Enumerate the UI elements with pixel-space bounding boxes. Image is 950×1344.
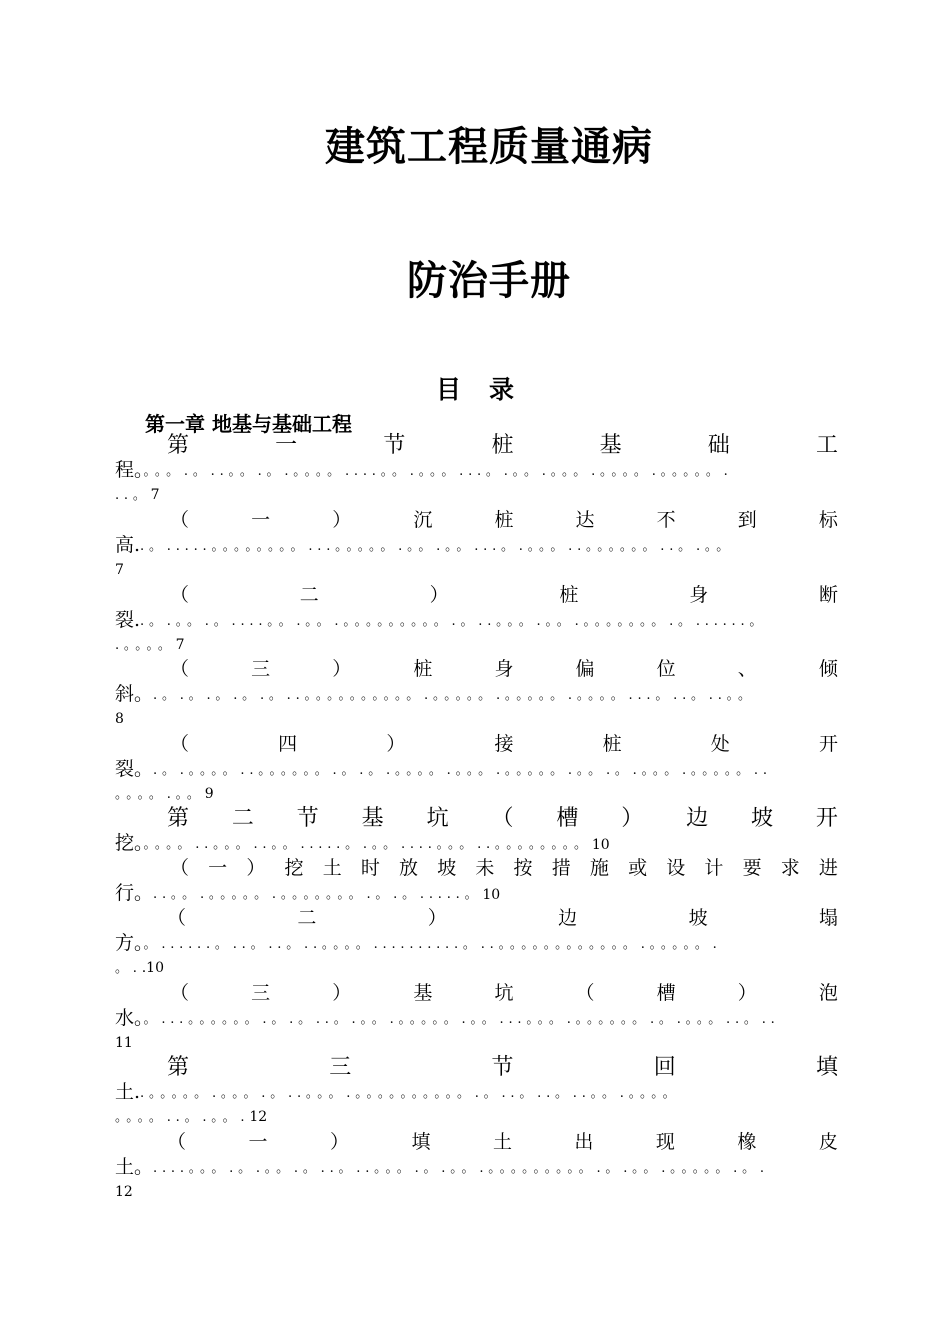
- toc-entry-dot-leader: .。。。。。.。。。.。..。。。.。。。。。。。。。。.。..。..。..。。.。。。。: [140, 1086, 681, 1101]
- toc-entry-dot-leader: 。...。。。。。。.。.。..。.。。.。。。。。.。。...。。。.。。。。。。.。.。。。..。..: [143, 1012, 780, 1027]
- toc-entry-char: 施: [589, 857, 609, 879]
- toc-entry-char: 第: [167, 806, 190, 831]
- toc-entry-tail: 土。: [115, 1156, 154, 1178]
- toc-entry-char: 塌: [818, 907, 838, 929]
- toc-entry-label: [115, 806, 838, 831]
- toc-entry-char: 沉: [413, 509, 433, 531]
- toc-entry-char: 三: [329, 1055, 352, 1080]
- toc-entry-label: [115, 1055, 838, 1080]
- toc-entry-page-line: [115, 482, 838, 506]
- toc-entry-char: 土: [492, 1131, 512, 1153]
- toc-entry-tail: 方。: [115, 932, 144, 954]
- toc-entry-leader: [115, 931, 838, 955]
- toc-entry-char: 皮: [818, 1131, 838, 1153]
- toc-entry-dot-leader: .。.。.。.。.。..。。。。。。。。。。.。。。。。.。。。。。.。。。。...。..。..。。: [153, 688, 756, 703]
- toc-entry-char: 槽: [556, 806, 579, 831]
- toc-entry-leader: [115, 1006, 838, 1030]
- toc-entry-char: 设: [666, 857, 686, 879]
- toc-entry-char: 一: [248, 1131, 268, 1153]
- toc-entry-char: ）: [429, 584, 449, 606]
- toc-entry-char: 或: [628, 857, 648, 879]
- toc-entry-char: 一: [251, 509, 271, 531]
- toc-entry-page-number: 10: [482, 887, 501, 903]
- toc-entry-char: 开: [815, 806, 838, 831]
- toc-entry-page-number: 10: [591, 837, 610, 853]
- toc-entry-char: （: [170, 509, 190, 531]
- toc-entry-char: ）: [621, 806, 644, 831]
- toc-entry-char: 不: [656, 509, 676, 531]
- toc-entry-char: 二: [231, 806, 254, 831]
- toc-entry-page-number: 12: [115, 1184, 133, 1200]
- toc-entry-label: [115, 856, 838, 881]
- toc-entry-label: [115, 433, 838, 458]
- toc-entry-char: ）: [332, 509, 352, 531]
- toc-entry-char: 偏: [575, 658, 595, 680]
- toc-entry-char: 达: [575, 509, 595, 531]
- toc-entry-section-3[interactable]: [115, 1055, 838, 1128]
- toc-entry-char: 础: [707, 433, 730, 458]
- toc-entry-dot-leader-cont: ..。: [115, 488, 151, 503]
- toc-entry-char: 求: [780, 857, 800, 879]
- toc-entry-dot-leader-cont: .。。。。: [115, 638, 176, 653]
- toc-entry-item[interactable]: [115, 906, 838, 979]
- toc-entry-dot-leader: ....。。。.。.。。.。..。..。。。.。.。。.。。。。。。。。。.。.。。.。。。。。.。.: [153, 1161, 769, 1176]
- toc-entry-char: ）: [427, 907, 447, 929]
- toc-entry-dot-leader-cont: 。。。。..。.。。.: [115, 1110, 250, 1125]
- toc-entry-label: [115, 583, 838, 608]
- toc-entry-page-line: [115, 955, 838, 979]
- toc-entry-label: [115, 906, 838, 931]
- toc-entry-char: 节: [296, 806, 319, 831]
- toc-entry-tail: 高.: [115, 534, 141, 556]
- chapter-heading: 第一章 地基与基础工程: [145, 412, 352, 436]
- toc-entry-char: 填: [815, 1055, 838, 1080]
- toc-entry-dot-leader: .。.。。.。....。。.。。.。。。。。。。。。.。..。。。.。。.。。。。。。。.。......。: [140, 614, 768, 629]
- toc-entry-char: 桩: [559, 584, 579, 606]
- toc-entry-tail: 裂.: [115, 609, 141, 631]
- toc-entry-char: 工: [815, 433, 838, 458]
- toc-entry-char: （: [167, 1131, 187, 1153]
- toc-entry-char: 放: [399, 857, 419, 879]
- toc-entry-page-number: .10: [141, 960, 164, 976]
- toc-entry-char: （: [170, 733, 190, 755]
- toc-entry-page-line: [115, 1104, 838, 1128]
- toc-entry-page-line: [115, 781, 838, 805]
- document-title-line2: 防治手册: [407, 257, 571, 304]
- toc-entry-char: ）: [332, 658, 352, 680]
- toc-entry-page-number: 12: [249, 1109, 268, 1125]
- toc-entry-char: 一: [208, 857, 228, 879]
- toc-entry-char: 未: [475, 857, 495, 879]
- toc-entry-page-line: [115, 1030, 838, 1054]
- toc-entry-dot-leader: 。。。。..。。。..。。.....。.。。....。。。..。。。。。。。。: [143, 837, 592, 852]
- toc-entry-char: 计: [704, 857, 724, 879]
- toc-entry-dot-leader: .。.....。。。。。。。。...。。。。。.。。.。。...。.。。。..。。。。。。..。.。。: [140, 539, 734, 554]
- toc-entry-dot-leader: .。.。。。。..。。。。。。.。.。.。。。。.。。。.。。。。。.。。.。.。。。.。。。。。..: [153, 763, 772, 778]
- toc-entry-leader: [115, 533, 838, 557]
- toc-entry-char: 桩: [413, 658, 433, 680]
- toc-entry-item[interactable]: [115, 1130, 838, 1203]
- toc-entry-char: 节: [383, 433, 406, 458]
- toc-entry-char: ）: [332, 982, 352, 1004]
- toc-entry-page-number: 9: [204, 786, 214, 802]
- toc-entry-page-number: 11: [115, 1035, 133, 1051]
- toc-entry-section-1[interactable]: [115, 433, 838, 506]
- toc-entry-char: 现: [655, 1131, 675, 1153]
- toc-entry-char: 倾: [818, 658, 838, 680]
- toc-entry-char: 泡: [818, 982, 838, 1004]
- toc-entry-tail: 行。: [115, 882, 154, 904]
- toc-entry-leader: [115, 458, 838, 482]
- toc-entry-item[interactable]: [115, 732, 838, 805]
- toc-entry-item[interactable]: [115, 508, 838, 581]
- toc-entry-char: （: [170, 982, 190, 1004]
- toc-entry-char: 身: [494, 658, 514, 680]
- toc-entry-char: 四: [278, 733, 298, 755]
- toc-entry-dot-leader-cont: 。.: [115, 961, 142, 976]
- toc-entry-item[interactable]: [115, 856, 838, 905]
- toc-entry-dot-leader: ..。。.。。。。。.。。。。。。。.。.。.....。: [153, 887, 483, 902]
- toc-entry-leader: [115, 881, 838, 905]
- toc-entry-char: 节: [491, 1055, 514, 1080]
- toc-entry-char: 坡: [751, 806, 774, 831]
- toc-entry-char: （: [170, 857, 190, 879]
- toc-entry-char: 挖: [284, 857, 304, 879]
- toc-entry-char: 桩: [494, 509, 514, 531]
- toc-entry-label: [115, 732, 838, 757]
- toc-entry-label: [115, 657, 838, 682]
- toc-entry-tail: 程。: [115, 459, 144, 481]
- toc-entry-char: 处: [710, 733, 730, 755]
- toc-entry-tail: 土.: [115, 1081, 141, 1103]
- toc-entry-char: 标: [818, 509, 838, 531]
- toc-entry-char: ）: [737, 982, 757, 1004]
- toc-entry-char: 槽: [656, 982, 676, 1004]
- toc-entry-char: 时: [360, 857, 380, 879]
- toc-entry-char: 土: [322, 857, 342, 879]
- toc-heading: 目录: [435, 375, 542, 404]
- toc-entry-leader: [115, 831, 838, 855]
- toc-entry-char: 填: [411, 1131, 431, 1153]
- toc-entry-char: 坡: [688, 907, 708, 929]
- toc-entry-char: 桩: [491, 433, 514, 458]
- toc-entry-char: ）: [329, 1131, 349, 1153]
- toc-entry-char: ）: [246, 857, 266, 879]
- toc-entry-char: 接: [494, 733, 514, 755]
- toc-entry-page-number: 7: [115, 562, 124, 578]
- toc-entry-leader: [115, 608, 838, 632]
- toc-entry-char: 基: [413, 982, 433, 1004]
- toc-entry-page-line: [115, 632, 838, 656]
- toc-entry-leader: [115, 1080, 838, 1104]
- toc-entry-item[interactable]: [115, 981, 838, 1054]
- toc-entry-dot-leader: 。。。.。..。。.。.。。。。....。。.。。。...。.。。.。。。.。。。。.。。。。。.: [143, 464, 733, 479]
- toc-entry-label: [115, 981, 838, 1006]
- toc-entry-label: [115, 508, 838, 533]
- toc-entry-leader: [115, 757, 838, 781]
- toc-entry-page-number: 7: [150, 487, 160, 503]
- toc-entry-char: 坑: [494, 982, 514, 1004]
- toc-entry-char: 按: [513, 857, 533, 879]
- toc-entry-char: 二: [297, 907, 317, 929]
- toc-entry-item[interactable]: [115, 583, 838, 656]
- toc-entry-tail: 挖。: [115, 832, 144, 854]
- toc-entry-char: 措: [551, 857, 571, 879]
- toc-entry-char: 基: [361, 806, 384, 831]
- toc-entry-char: 边: [686, 806, 709, 831]
- toc-entry-char: 基: [599, 433, 622, 458]
- toc-entry-char: 第: [167, 433, 190, 458]
- toc-entry-page-number: 7: [175, 637, 185, 653]
- toc-entry-char: 三: [251, 982, 271, 1004]
- toc-entry-dot-leader: 。......。..。..。..。。。。..........。..。。。。。。。。。。。。.。。。。。.: [143, 937, 722, 952]
- toc-entry-page-number: 8: [115, 711, 124, 727]
- toc-entry-char: 出: [574, 1131, 594, 1153]
- toc-entry-char: 进: [818, 857, 838, 879]
- toc-entry-tail: 水。: [115, 1007, 144, 1029]
- toc-entry-char: 回: [653, 1055, 676, 1080]
- toc-entry-item[interactable]: [115, 657, 838, 730]
- toc-entry-char: ）: [386, 733, 406, 755]
- toc-entry-page-line: [115, 706, 838, 730]
- toc-entry-char: 坑: [426, 806, 449, 831]
- toc-entry-leader: [115, 682, 838, 706]
- toc-entry-char: 二: [299, 584, 319, 606]
- toc-entry-char: 坡: [437, 857, 457, 879]
- toc-entry-char: 橡: [737, 1131, 757, 1153]
- toc-entry-char: 一: [275, 433, 298, 458]
- toc-entry-page-line: [115, 1179, 838, 1203]
- toc-entry-char: 身: [689, 584, 709, 606]
- toc-entry-char: 边: [558, 907, 578, 929]
- toc-entry-char: 要: [742, 857, 762, 879]
- toc-entry-section-2[interactable]: [115, 806, 838, 855]
- document-title-line1: 建筑工程质量通病: [325, 123, 653, 170]
- toc-entry-char: （: [170, 658, 190, 680]
- toc-entry-char: （: [491, 806, 514, 831]
- toc-entry-char: 断: [818, 584, 838, 606]
- toc-entry-char: （: [167, 907, 187, 929]
- toc-entry-char: 桩: [602, 733, 622, 755]
- toc-entry-char: 、: [737, 658, 757, 680]
- toc-entry-page-line: [115, 557, 838, 581]
- toc-entry-char: 位: [656, 658, 676, 680]
- toc-entry-tail: 斜。: [115, 683, 154, 705]
- toc-entry-char: （: [575, 982, 595, 1004]
- toc-entry-dot-leader-cont: 。。。。.。。: [115, 787, 205, 802]
- toc-entry-char: 到: [737, 509, 757, 531]
- toc-entry-tail: 裂。: [115, 758, 154, 780]
- toc-entry-char: 开: [818, 733, 838, 755]
- toc-entry-leader: [115, 1155, 838, 1179]
- toc-entry-label: [115, 1130, 838, 1155]
- toc-entry-char: 第: [167, 1055, 190, 1080]
- toc-entry-char: （: [170, 584, 190, 606]
- toc-entry-char: 三: [251, 658, 271, 680]
